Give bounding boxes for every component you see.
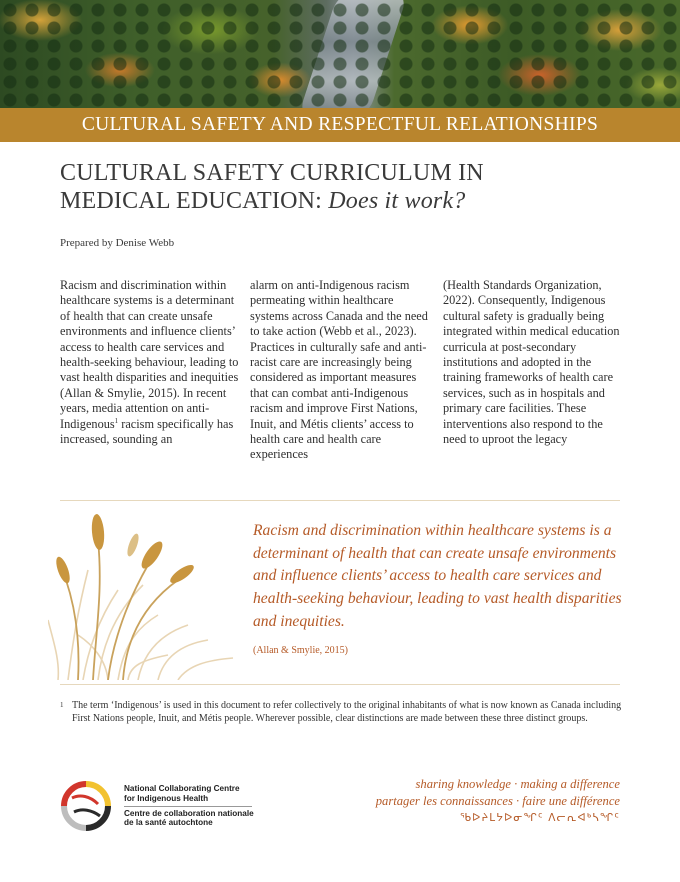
- col3-text: (Health Standards Organization, 2022). Consequently, Indigenous cultural safety is gradually being integrated within medical education curricula at post-secondary institutions and adopted in the training frameworks of health care services, such as in hospitals and primary care facilities. These interventions also respond to the need to uproot the legacy: [443, 278, 620, 447]
- org-en-line-1: National Collaborating Centre: [124, 784, 240, 793]
- org-fr-line-1: Centre de collaboration nationale: [124, 808, 254, 818]
- col1-text: Racism and discrimination within healthcare systems is a determinant of health that can create unsafe environments and influence clients’ access to health care services and health-seeking behaviour, leading to vast health disparities and inequities (Allan & Smylie, 2015). In recent years, media attention on anti-Indigenous: [60, 278, 239, 431]
- author-line: Prepared by Denise Webb: [60, 237, 175, 249]
- tree-texture: [0, 0, 680, 108]
- page-title: [60, 159, 640, 215]
- tagline: [376, 776, 620, 827]
- footnote: [60, 700, 630, 725]
- ncc-ih-logo-icon: [58, 778, 114, 834]
- title-line-1: CULTURAL SAFETY CURRICULUM IN: [60, 160, 484, 186]
- footnote-text: The term ‘Indigenous’ is used in this document to refer collectively to the original inhabitants of what is now known as Canada including First Nations people, Inuit, and Métis people. Wherever possible, clear distinctions are made between these three distinct groups.: [72, 700, 622, 724]
- banner-text: CULTURAL SAFETY AND RESPECTFUL RELATIONSHIPS: [81, 114, 599, 135]
- org-en-line-2: for Indigenous Health: [124, 793, 209, 803]
- body-paragraph-1: [60, 278, 240, 447]
- body-column-2: [250, 278, 430, 463]
- footnote-marker: 1: [60, 701, 64, 709]
- title-line-2-main: MEDICAL EDUCATION:: [60, 188, 323, 214]
- divider-bottom: [60, 684, 620, 685]
- org-separator: [124, 806, 252, 807]
- pull-quote: Racism and discrimination within healthcare systems is a determinant of health that can create unsafe environments and influence clients’ access to health care services and health-seeking behaviour, leading to vast health disparities and inequities.: [253, 522, 622, 630]
- tagline-fr: partager les connaissances · faire une différence: [375, 794, 620, 808]
- footnote-ref: 1: [114, 416, 119, 425]
- body-column-3: [443, 278, 625, 447]
- divider-top: [60, 500, 620, 501]
- section-banner: [0, 108, 680, 142]
- title-line-2: [60, 187, 640, 215]
- organization-name: [124, 784, 254, 828]
- hero-forest-image: [0, 0, 680, 108]
- pull-quote-citation: (Allan & Smylie, 2015): [253, 645, 348, 656]
- col2-text: alarm on anti-Indigenous racism permeating within healthcare systems across Canada and the need to take action (Webb et al., 2023). Practices in culturally safe and anti-racist care are increasingly being considered as important measures that can combat anti-Indigenous racism and improve First Nations, Inuit, and Métis clients’ access to health care and health care experiences: [250, 278, 428, 462]
- tagline-en: sharing knowledge · making a difference: [415, 777, 620, 791]
- wheat-grass-illustration: [48, 510, 238, 680]
- col1-tail: racism specifically has increased, sounding an: [60, 416, 234, 447]
- org-fr-line-2: de la santé autochtone: [124, 818, 213, 828]
- tagline-syllabics: ᖃᐅᔨᒪᔭᐅᓂᖏᑦ ᐱᓕᕆᐊᒃᓴᖏᑦ: [459, 812, 620, 824]
- body-column-1: [60, 278, 240, 447]
- title-subtitle: Does it work?: [328, 188, 466, 214]
